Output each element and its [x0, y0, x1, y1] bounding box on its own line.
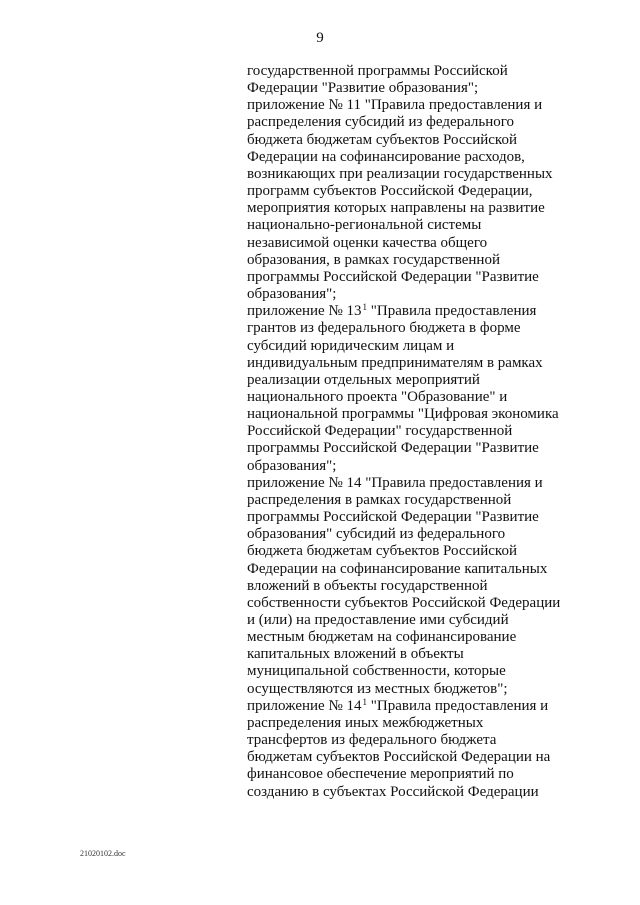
text-line [247, 149, 587, 166]
line-text: распределения субсидий из федерального [247, 114, 515, 131]
text-line [247, 595, 587, 612]
text-line [247, 372, 587, 389]
text-line [247, 492, 587, 509]
line-text: независимой оценки качества общего [247, 234, 488, 251]
text-line [247, 440, 587, 457]
line-text: национальной программы "Цифровая экономика [247, 406, 559, 423]
line-text: грантов из федерального бюджета в форме [247, 320, 521, 337]
line-text: программы Российской Федерации "Развитие [247, 268, 539, 285]
text-line [247, 732, 587, 749]
line-text: приложение № 11 "Правила предоставления и [247, 97, 543, 114]
text-line [247, 766, 587, 783]
text-line [247, 526, 587, 543]
text-line [247, 80, 587, 97]
line-text: осуществляются из местных бюджетов"; [247, 680, 508, 697]
text-line [247, 612, 587, 629]
text-line [247, 561, 587, 578]
line-text: бюджета бюджетам субъектов Российской [247, 131, 517, 148]
text-line [247, 269, 587, 286]
line-text: государственной программы Российской [247, 63, 508, 79]
line-text: финансовое обеспечение мероприятий по [247, 766, 514, 783]
line-text: приложение № 13 [247, 303, 362, 320]
text-line [247, 715, 587, 732]
text-line [247, 646, 587, 663]
line-text: программ субъектов Российской Федерации, [247, 183, 533, 200]
line-text: распределения иных межбюджетных [247, 714, 484, 731]
line-text: приложение № 14 [247, 697, 362, 714]
text-line [247, 200, 587, 217]
line-text: реализации отдельных мероприятий [247, 371, 480, 388]
line-text: Федерации на софинансирование капитальных [247, 560, 548, 577]
text-line [247, 63, 587, 80]
line-text: Российской Федерации" государственной [247, 423, 513, 440]
text-line [247, 286, 587, 303]
line-text: образования"; [247, 457, 337, 474]
text-line [247, 629, 587, 646]
line-text: капитальных вложений в объекты [247, 646, 464, 663]
line-text: созданию в субъектах Российской Федерации [247, 783, 539, 800]
superscript-index: 1 [362, 696, 368, 707]
line-text: бюджета бюджетам субъектов Российской [247, 543, 517, 560]
line-text: вложений в объекты государственной [247, 577, 488, 594]
line-text: индивидуальным предпринимателям в рамках [247, 354, 543, 371]
text-line [247, 303, 587, 320]
page-number: 9 [316, 30, 324, 46]
line-text: трансфертов из федерального бюджета [247, 732, 497, 749]
text-line [247, 97, 587, 114]
line-text: приложение № 14 "Правила предоставления и [247, 474, 543, 491]
text-line [247, 406, 587, 423]
line-text: мероприятия которых направлены на развитие [247, 200, 545, 217]
text-line [247, 389, 587, 406]
line-text: бюджетам субъектов Российской Федерации на [247, 749, 551, 766]
text-line [247, 749, 587, 766]
text-line [247, 235, 587, 252]
text-line [247, 681, 587, 698]
footer-filename: 21020102.doc [80, 849, 126, 858]
line-text: программы Российской Федерации "Развитие [247, 509, 539, 526]
line-text: собственности субъектов Российской Федерации [247, 594, 561, 611]
line-text: местным бюджетам на софинансирование [247, 629, 517, 646]
line-text: возникающих при реализации государственных [247, 165, 553, 182]
text-line [247, 183, 587, 200]
text-line [247, 784, 587, 801]
text-line [247, 338, 587, 355]
text-line [247, 578, 587, 595]
text-line [247, 475, 587, 492]
line-text: национально-региональной системы [247, 217, 482, 234]
text-line [247, 509, 587, 526]
line-text: субсидий юридическим лицам и [247, 337, 455, 354]
line-text: национального проекта "Образование" и [247, 388, 508, 405]
superscript-index: 1 [362, 302, 368, 313]
text-line [247, 458, 587, 475]
line-text: муниципальной собственности, которые [247, 663, 506, 680]
text-line [247, 423, 587, 440]
line-text: распределения в рамках государственной [247, 491, 512, 508]
text-line [247, 252, 587, 269]
text-line [247, 543, 587, 560]
line-text: Федерации на софинансирование расходов, [247, 148, 525, 165]
line-text: образования" субсидий из федерального [247, 526, 506, 543]
text-line [247, 132, 587, 149]
line-text-tail: "Правила предоставления и [367, 697, 549, 714]
text-line [247, 698, 587, 715]
text-line [247, 663, 587, 680]
text-line [247, 217, 587, 234]
line-text: Федерации "Развитие образования"; [247, 80, 479, 97]
text-line [247, 114, 587, 131]
line-text-tail: "Правила предоставления [367, 303, 537, 320]
text-line [247, 320, 587, 337]
line-text: образования"; [247, 286, 337, 303]
line-text: программы Российской Федерации "Развитие [247, 440, 539, 457]
line-text: образования, в рамках государственной [247, 251, 500, 268]
text-line [247, 166, 587, 183]
line-text: и (или) на предоставление ими субсидий [247, 612, 509, 628]
text-line [247, 355, 587, 372]
document-body [247, 63, 587, 801]
